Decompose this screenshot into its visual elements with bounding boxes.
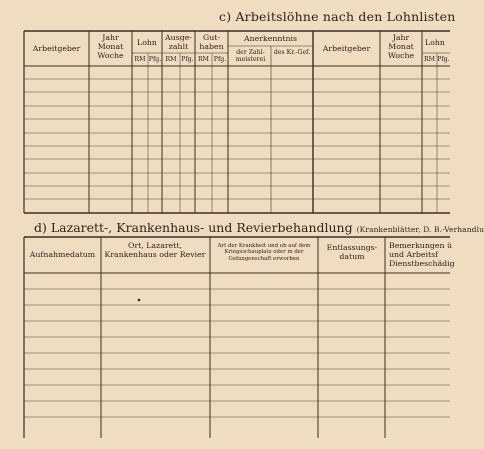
- col-art-der-krankheit: Art der Krankheit und ob auf dem Kriegsschauplatz oder in der Gefangenschaft erworben: [217, 243, 311, 262]
- col-der-zahlmeisterei: der Zahl- meisterei: [235, 49, 266, 63]
- col-arbeitgeber-2: Arbeitgeber: [322, 44, 371, 53]
- col-lohn-2: Lohn: [425, 38, 445, 47]
- section-d-title-note: (Krankenblätter, D. B.-Verhandlu: [356, 225, 484, 234]
- section-c-title: c) Arbeitslöhne nach den Lohnlisten: [219, 9, 456, 24]
- col-ausgezahlt-rm: RM: [165, 56, 177, 63]
- col-jahr-monat-woche: Jahr Monat Woche: [97, 33, 124, 60]
- col-ort-lazarett: Ort, Lazarett, Krankenhaus oder Revier: [104, 241, 206, 259]
- col-bemerkungen: Bemerkungen ü und Arbeitsf Dienstbeschädig: [389, 241, 455, 268]
- col-aufnahmedatum: Aufnahmedatum: [29, 250, 96, 259]
- col-guthaben-rm: RM: [198, 56, 209, 63]
- col-arbeitgeber: Arbeitgeber: [32, 44, 81, 53]
- col-lohn-pfg: Pfg.: [148, 56, 162, 63]
- col-ausgezahlt: Ausge- zahlt: [165, 33, 192, 51]
- section-d-title: [34, 220, 484, 235]
- col-ausgezahlt-pfg: Pfg.: [181, 56, 194, 63]
- col-guthaben: Gut- haben: [199, 33, 224, 51]
- col-lohn: Lohn: [137, 38, 157, 47]
- col-guthaben-pfg: Pfg.: [213, 56, 227, 63]
- col-jahr-monat-woche-2: Jahr Monat Woche: [387, 33, 415, 60]
- col-entlassungsdatum: Entlassungs- datum: [326, 243, 378, 261]
- col-lohn-2-rm: RM: [424, 56, 435, 63]
- col-anerkenntnis: Anerkenntnis: [243, 34, 298, 43]
- ink-dot: [138, 299, 141, 302]
- section-d-title-main: d) Lazarett-, Krankenhaus- und Revierbehandlung: [34, 220, 353, 235]
- col-lohn-2-pfg: Pfg.: [437, 56, 450, 63]
- col-des-kr-gef: des Kr.-Gef.: [273, 49, 311, 56]
- col-lohn-rm: RM: [134, 56, 146, 63]
